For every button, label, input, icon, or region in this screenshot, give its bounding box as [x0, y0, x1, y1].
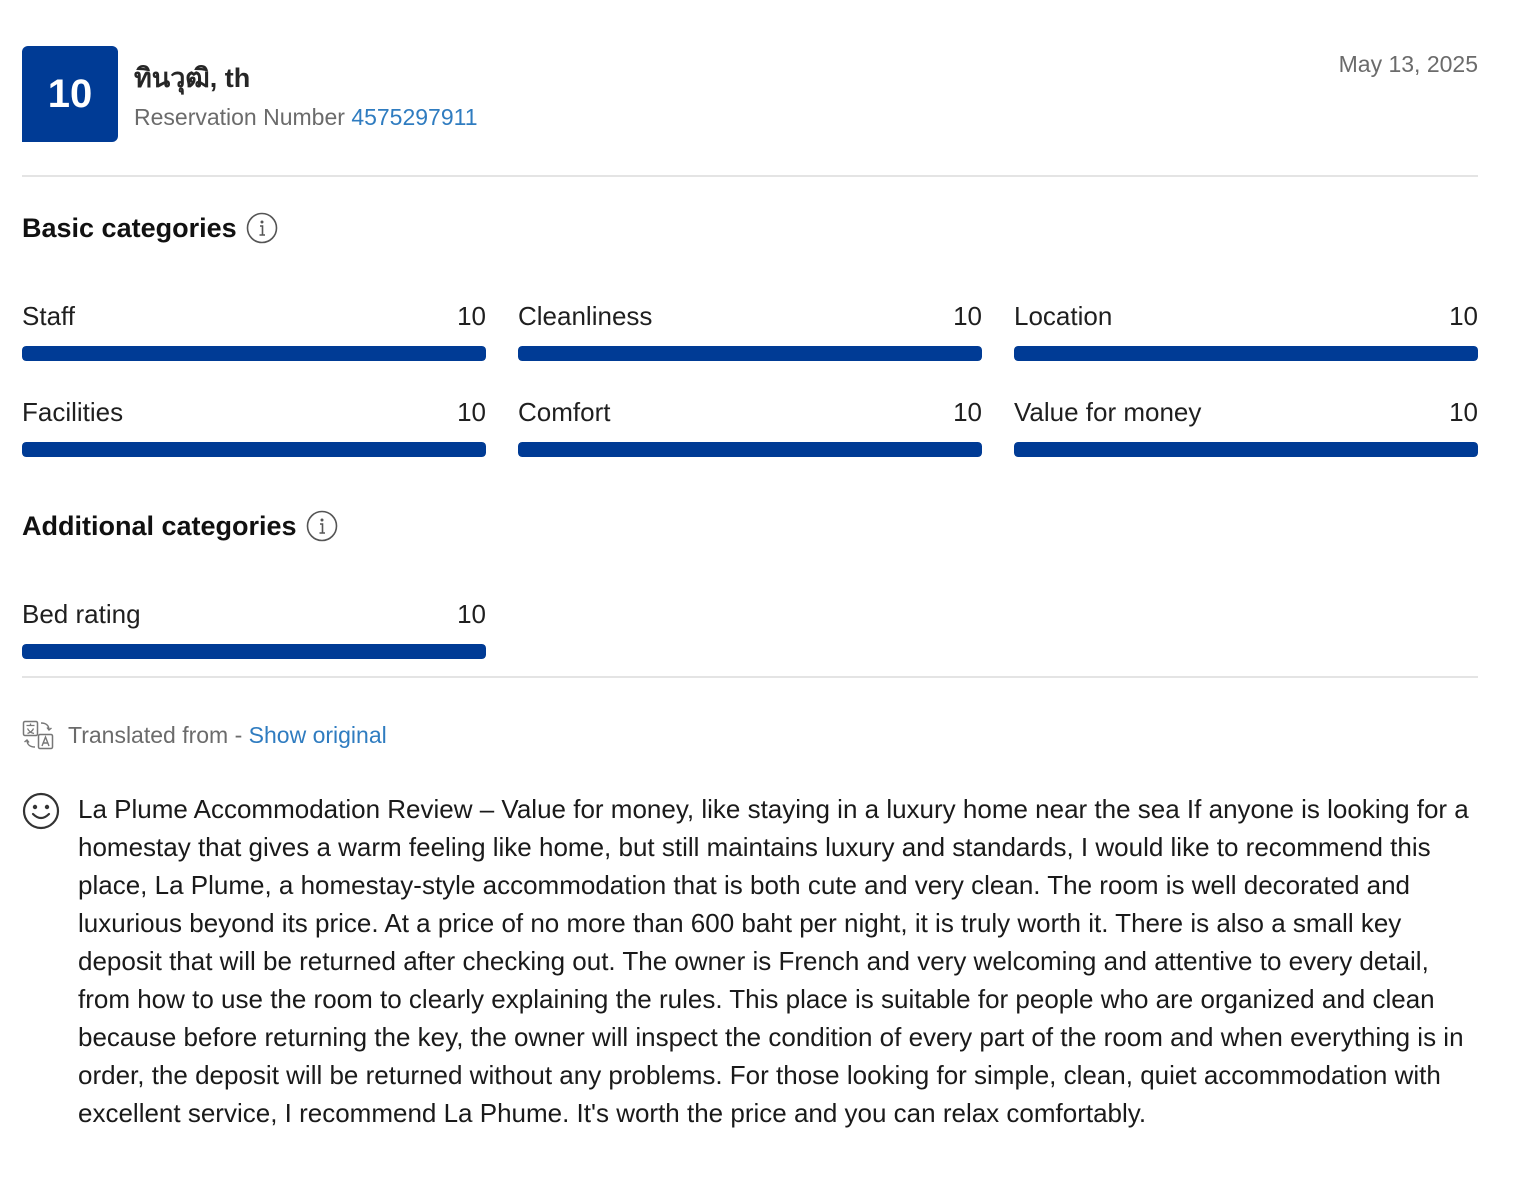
- category-score: 10: [457, 301, 486, 331]
- category-comfort: [518, 397, 982, 457]
- category-label: Location: [1014, 301, 1113, 331]
- score-bar: [1014, 442, 1478, 457]
- category-score: 10: [953, 301, 982, 331]
- category-score: 10: [457, 397, 486, 427]
- score-bar-fill: [22, 644, 486, 659]
- score-bar-fill: [1014, 442, 1478, 457]
- score-bar: [22, 442, 486, 457]
- overall-score-badge: 10: [22, 46, 118, 142]
- category-label: Facilities: [22, 397, 124, 427]
- info-icon[interactable]: [306, 510, 338, 542]
- score-bar-fill: [518, 442, 982, 457]
- info-icon[interactable]: [246, 212, 278, 244]
- category-label: Comfort: [518, 397, 611, 427]
- translation-row: [22, 719, 387, 751]
- category-score: 10: [1449, 397, 1478, 427]
- category-score: 10: [953, 397, 982, 427]
- category-label: Cleanliness: [518, 301, 653, 331]
- show-original-link[interactable]: Show original: [248, 721, 387, 748]
- category-value-for-money: [1014, 397, 1478, 457]
- score-bar: [518, 346, 982, 361]
- review-date: May 13, 2025: [1338, 51, 1478, 77]
- score-bar-fill: [22, 442, 486, 457]
- translate-icon: [22, 719, 54, 751]
- section-divider: [22, 676, 1478, 678]
- reviewer-name: ทินวุฒิ, th: [134, 63, 251, 93]
- reservation-number-link[interactable]: 4575297911: [351, 104, 478, 130]
- category-label: Bed rating: [22, 599, 141, 629]
- review-text: La Plume Accommodation Review – Value for money, like staying in a luxury home near the sea If anyone is looking for a homestay that gives a warm feeling like home, but still maintains luxury and standards, I would like to recommend this place, La Plume, a homestay-style accommodation that is both cute and very clean. The room is well decorated and luxurious beyond its price. At a price of no more than 600 baht per night, it is truly worth it. There is also a small key deposit that will be returned after checking out. The owner is French and very welcoming and attentive to every detail, from how to use the room to clearly explaining the rules. This place is suitable for people who are organized and clean because before returning the key, the owner will inspect the condition of every part of the room and when everything is in order, the deposit will be returned without any problems. For those looking for simple, clean, quiet accommodation with excellent service, I recommend La Phume. It's worth the price and you can relax comfortably.: [78, 794, 1469, 1128]
- additional-categories-label: Additional categories: [22, 510, 297, 541]
- score-bar-fill: [1014, 346, 1478, 361]
- category-staff: [22, 301, 486, 361]
- category-location: [1014, 301, 1478, 361]
- basic-categories-label: Basic categories: [22, 212, 237, 243]
- category-facilities: [22, 397, 486, 457]
- score-bar: [1014, 346, 1478, 361]
- additional-categories-title: [22, 510, 338, 542]
- score-bar-fill: [22, 346, 486, 361]
- translated-from-label: Translated from -: [68, 721, 243, 748]
- reservation-label: Reservation Number: [134, 104, 345, 130]
- review-header: [22, 0, 1478, 177]
- basic-categories-title: [22, 212, 278, 244]
- reservation-info: [134, 104, 478, 131]
- category-score: 10: [1449, 301, 1478, 331]
- review-card: [22, 0, 1478, 1128]
- category-label: Value for money: [1014, 397, 1202, 427]
- score-bar-fill: [518, 346, 982, 361]
- score-bar: [22, 644, 486, 659]
- smiley-icon: [22, 792, 60, 830]
- category-bed-rating: [22, 599, 486, 659]
- category-label: Staff: [22, 301, 76, 331]
- score-bar: [22, 346, 486, 361]
- category-score: 10: [457, 599, 486, 629]
- score-bar: [518, 442, 982, 457]
- category-cleanliness: [518, 301, 982, 361]
